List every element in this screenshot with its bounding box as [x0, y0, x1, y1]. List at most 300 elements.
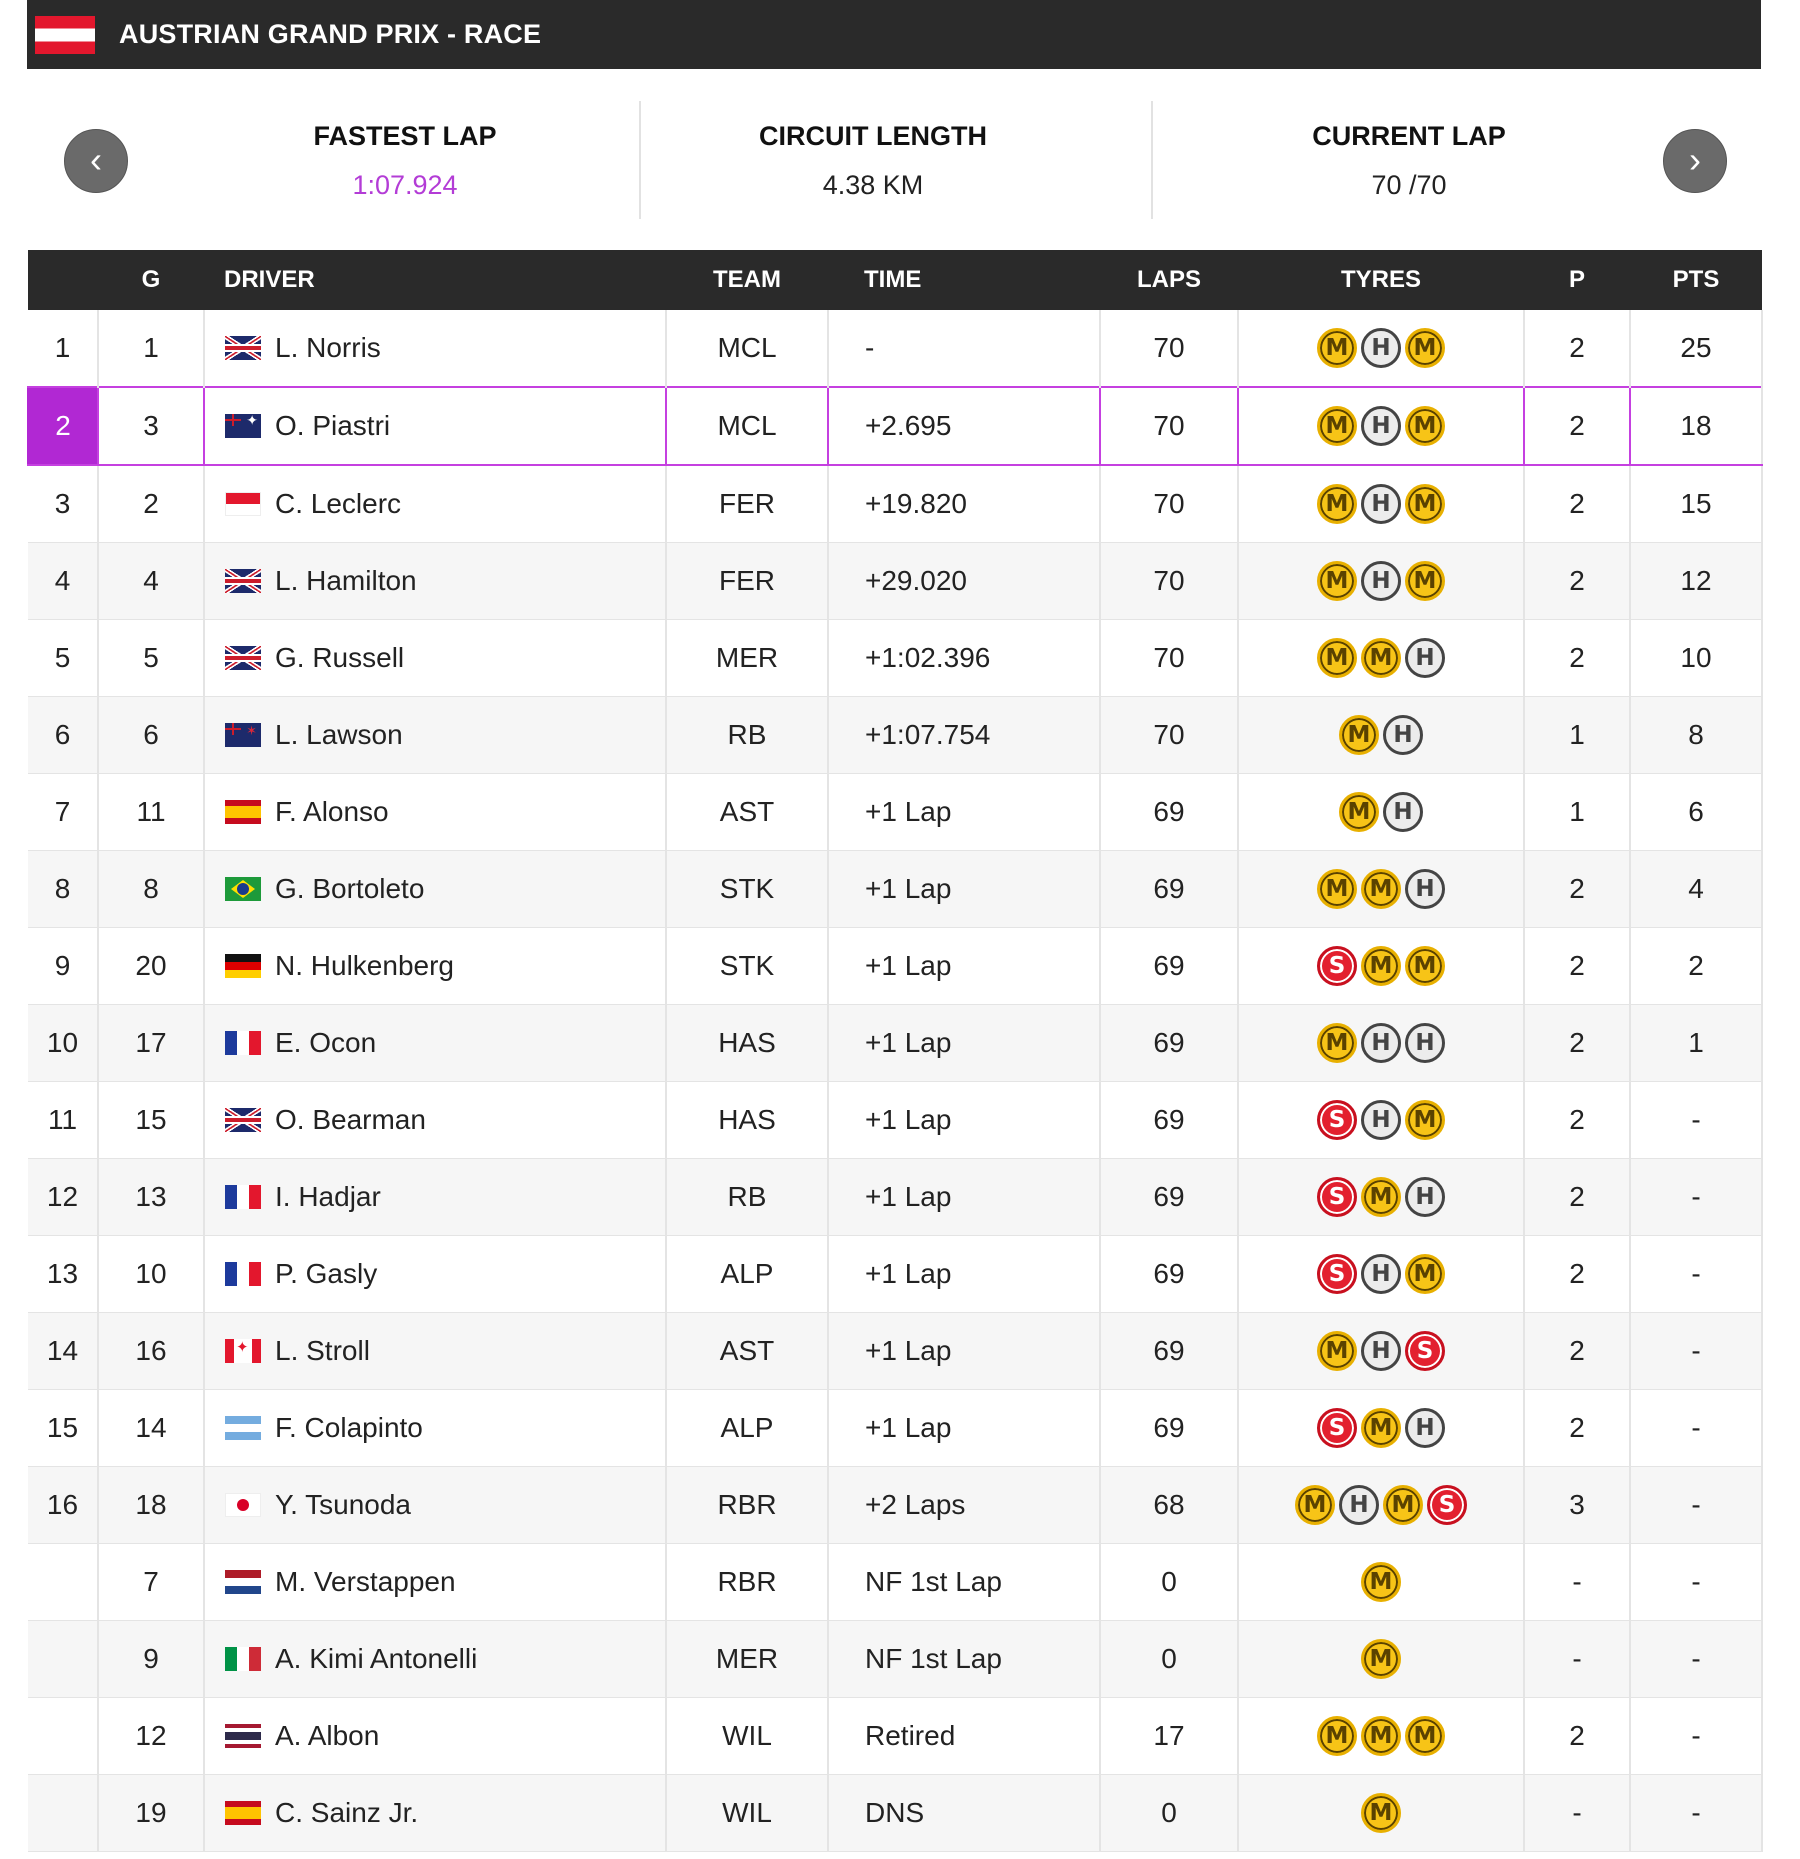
- points-cell: 1: [1630, 1005, 1762, 1082]
- laps-cell: 69: [1100, 1390, 1238, 1467]
- time-cell: +1 Lap: [828, 851, 1100, 928]
- tyre-medium-icon: M: [1383, 1485, 1423, 1525]
- pits-cell: 2: [1524, 620, 1630, 697]
- position-cell: 2: [28, 387, 98, 465]
- time-cell: +1:07.754: [828, 697, 1100, 774]
- circuit-length-label: CIRCUIT LENGTH: [759, 121, 987, 151]
- col-laps: LAPS: [1100, 250, 1238, 310]
- laps-cell: 69: [1100, 774, 1238, 851]
- position-cell: [28, 1775, 98, 1852]
- position-cell: 15: [28, 1390, 98, 1467]
- position-cell: [28, 1544, 98, 1621]
- position-cell: 1: [28, 310, 98, 387]
- position-cell: [28, 1698, 98, 1775]
- austria-flag-icon: [35, 16, 95, 54]
- points-cell: -: [1630, 1390, 1762, 1467]
- driver-cell: [204, 1005, 666, 1082]
- table-row[interactable]: [28, 1082, 1762, 1159]
- tyres-cell: [1238, 774, 1524, 851]
- driver-cell: [204, 697, 666, 774]
- tyres-cell: [1238, 1621, 1524, 1698]
- time-cell: -: [828, 310, 1100, 387]
- tyre-medium-icon: M: [1317, 638, 1357, 678]
- pits-cell: 2: [1524, 1236, 1630, 1313]
- tyre-stints: [1239, 1562, 1523, 1602]
- table-row[interactable]: [28, 1544, 1762, 1621]
- table-row[interactable]: [28, 928, 1762, 1005]
- table-row[interactable]: [28, 851, 1762, 928]
- table-header-row: [28, 250, 1762, 310]
- driver-name[interactable]: L. Lawson: [275, 719, 403, 750]
- driver-wrap: [225, 488, 665, 520]
- time-cell: +1 Lap: [828, 1313, 1100, 1390]
- points-cell: -: [1630, 1159, 1762, 1236]
- es-flag-icon: [225, 800, 261, 824]
- col-team: TEAM: [666, 250, 828, 310]
- laps-cell: 70: [1100, 543, 1238, 620]
- laps-cell: 0: [1100, 1544, 1238, 1621]
- tyre-stints: [1239, 484, 1523, 524]
- current-lap-stat: [1189, 101, 1629, 201]
- time-cell: +29.020: [828, 543, 1100, 620]
- tyre-medium-icon: M: [1405, 328, 1445, 368]
- de-flag-icon: [225, 954, 261, 978]
- laps-cell: 69: [1100, 1082, 1238, 1159]
- team-cell: AST: [666, 774, 828, 851]
- position-cell: 8: [28, 851, 98, 928]
- nz-flag-icon: [225, 723, 261, 747]
- position-cell: 3: [28, 465, 98, 543]
- grid-cell: 6: [98, 697, 204, 774]
- driver-name[interactable]: F. Colapinto: [275, 1412, 423, 1443]
- driver-cell: [204, 1390, 666, 1467]
- grid-cell: 14: [98, 1390, 204, 1467]
- time-cell: NF 1st Lap: [828, 1621, 1100, 1698]
- next-session-button[interactable]: ›: [1663, 129, 1727, 193]
- position-cell: 11: [28, 1082, 98, 1159]
- tyres-cell: [1238, 851, 1524, 928]
- tyre-medium-icon: M: [1361, 1177, 1401, 1217]
- jp-flag-icon: [225, 1493, 261, 1517]
- points-cell: 10: [1630, 620, 1762, 697]
- tyre-medium-icon: M: [1405, 1100, 1445, 1140]
- grid-cell: 16: [98, 1313, 204, 1390]
- tyres-cell: [1238, 697, 1524, 774]
- driver-cell: [204, 1544, 666, 1621]
- tyre-medium-icon: M: [1317, 1023, 1357, 1063]
- tyres-cell: [1238, 387, 1524, 465]
- team-cell: WIL: [666, 1698, 828, 1775]
- grid-cell: 2: [98, 465, 204, 543]
- time-cell: +1:02.396: [828, 620, 1100, 697]
- driver-wrap: [225, 1412, 665, 1444]
- table-row[interactable]: [28, 1313, 1762, 1390]
- tyres-cell: [1238, 1082, 1524, 1159]
- grid-cell: 11: [98, 774, 204, 851]
- table-row[interactable]: [28, 620, 1762, 697]
- tyres-cell: [1238, 1236, 1524, 1313]
- points-cell: -: [1630, 1621, 1762, 1698]
- laps-cell: 70: [1100, 387, 1238, 465]
- driver-name[interactable]: Y. Tsunoda: [275, 1489, 411, 1520]
- table-row[interactable]: [28, 1698, 1762, 1775]
- team-cell: MER: [666, 1621, 828, 1698]
- table-row[interactable]: [28, 543, 1762, 620]
- laps-cell: 69: [1100, 1236, 1238, 1313]
- driver-name[interactable]: E. Ocon: [275, 1027, 377, 1058]
- tyre-stints: [1239, 1177, 1523, 1217]
- points-cell: -: [1630, 1313, 1762, 1390]
- tyre-medium-icon: M: [1405, 946, 1445, 986]
- driver-name[interactable]: I. Hadjar: [275, 1181, 381, 1212]
- col-tyres: TYRES: [1238, 250, 1524, 310]
- tyre-medium-icon: M: [1361, 1716, 1401, 1756]
- tyres-cell: [1238, 310, 1524, 387]
- col-time: TIME: [828, 250, 1100, 310]
- pits-cell: 2: [1524, 1005, 1630, 1082]
- tyres-cell: [1238, 928, 1524, 1005]
- driver-cell: [204, 620, 666, 697]
- team-cell: RB: [666, 697, 828, 774]
- tyre-stints: [1239, 406, 1523, 446]
- tyres-cell: [1238, 543, 1524, 620]
- table-row[interactable]: [28, 774, 1762, 851]
- fr-flag-icon: [225, 1262, 261, 1286]
- tyre-stints: [1239, 561, 1523, 601]
- mc-flag-icon: [225, 492, 261, 516]
- circuit-length-stat: [653, 101, 1093, 201]
- driver-name[interactable]: O. Bearman: [275, 1104, 426, 1135]
- es-flag-icon: [225, 1801, 261, 1825]
- current-lap-value: 70 /70: [1371, 170, 1447, 200]
- tyre-hard-icon: H: [1405, 638, 1445, 678]
- tyres-cell: [1238, 1159, 1524, 1236]
- position-cell: 6: [28, 697, 98, 774]
- tyre-medium-icon: M: [1317, 1331, 1357, 1371]
- tyre-hard-icon: H: [1383, 792, 1423, 832]
- tyre-medium-icon: M: [1405, 1716, 1445, 1756]
- points-cell: -: [1630, 1236, 1762, 1313]
- tyre-stints: [1239, 715, 1523, 755]
- current-lap-label: CURRENT LAP: [1312, 121, 1506, 151]
- tyre-medium-icon: M: [1317, 484, 1357, 524]
- laps-cell: 69: [1100, 928, 1238, 1005]
- team-cell: ALP: [666, 1390, 828, 1467]
- tyre-medium-icon: M: [1361, 1408, 1401, 1448]
- points-cell: 18: [1630, 387, 1762, 465]
- driver-cell: [204, 543, 666, 620]
- ar-flag-icon: [225, 1416, 261, 1440]
- grid-cell: 19: [98, 1775, 204, 1852]
- tyre-soft-icon: S: [1317, 1254, 1357, 1294]
- points-cell: -: [1630, 1775, 1762, 1852]
- table-row[interactable]: [28, 387, 1762, 465]
- driver-wrap: [225, 719, 665, 751]
- time-cell: +1 Lap: [828, 1390, 1100, 1467]
- pits-cell: -: [1524, 1544, 1630, 1621]
- time-cell: +1 Lap: [828, 1159, 1100, 1236]
- tyres-cell: [1238, 1313, 1524, 1390]
- team-cell: MCL: [666, 310, 828, 387]
- tyre-medium-icon: M: [1361, 1793, 1401, 1833]
- ca-flag-icon: [225, 1339, 261, 1363]
- results-body: [28, 310, 1762, 1852]
- driver-name[interactable]: M. Verstappen: [275, 1566, 456, 1597]
- pits-cell: 3: [1524, 1467, 1630, 1544]
- time-cell: +1 Lap: [828, 774, 1100, 851]
- driver-name[interactable]: L. Hamilton: [275, 565, 417, 596]
- fr-flag-icon: [225, 1185, 261, 1209]
- driver-cell: [204, 1159, 666, 1236]
- tyre-stints: [1239, 869, 1523, 909]
- laps-cell: 70: [1100, 465, 1238, 543]
- tyres-cell: [1238, 1775, 1524, 1852]
- table-row[interactable]: [28, 1159, 1762, 1236]
- grid-cell: 10: [98, 1236, 204, 1313]
- team-cell: HAS: [666, 1005, 828, 1082]
- driver-cell: [204, 851, 666, 928]
- br-flag-icon: [225, 877, 261, 901]
- team-cell: RB: [666, 1159, 828, 1236]
- results-table: [27, 250, 1763, 1852]
- grid-cell: 4: [98, 543, 204, 620]
- position-cell: 7: [28, 774, 98, 851]
- points-cell: -: [1630, 1082, 1762, 1159]
- pits-cell: 2: [1524, 1082, 1630, 1159]
- driver-wrap: [225, 565, 665, 597]
- tyre-medium-icon: M: [1361, 869, 1401, 909]
- tyre-stints: [1239, 1716, 1523, 1756]
- driver-wrap: [225, 1720, 665, 1752]
- points-cell: 6: [1630, 774, 1762, 851]
- pits-cell: 2: [1524, 1159, 1630, 1236]
- table-row[interactable]: [28, 697, 1762, 774]
- tyre-stints: [1239, 1254, 1523, 1294]
- team-cell: HAS: [666, 1082, 828, 1159]
- tyre-stints: [1239, 792, 1523, 832]
- tyre-hard-icon: H: [1361, 406, 1401, 446]
- tyre-medium-icon: M: [1405, 1254, 1445, 1294]
- table-row[interactable]: [28, 310, 1762, 387]
- tyre-hard-icon: H: [1339, 1485, 1379, 1525]
- team-cell: STK: [666, 928, 828, 1005]
- driver-cell: [204, 310, 666, 387]
- tyre-stints: [1239, 1331, 1523, 1371]
- tyre-medium-icon: M: [1317, 561, 1357, 601]
- driver-cell: [204, 1698, 666, 1775]
- tyre-medium-icon: M: [1339, 792, 1379, 832]
- tyre-medium-icon: M: [1405, 406, 1445, 446]
- position-cell: 14: [28, 1313, 98, 1390]
- pits-cell: 2: [1524, 1313, 1630, 1390]
- driver-wrap: [225, 1258, 665, 1290]
- time-cell: +1 Lap: [828, 1005, 1100, 1082]
- driver-name[interactable]: A. Kimi Antonelli: [275, 1643, 478, 1674]
- pits-cell: 2: [1524, 851, 1630, 928]
- tyre-hard-icon: H: [1383, 715, 1423, 755]
- driver-name[interactable]: L. Stroll: [275, 1335, 370, 1366]
- it-flag-icon: [225, 1647, 261, 1671]
- grid-cell: 18: [98, 1467, 204, 1544]
- driver-cell: [204, 1621, 666, 1698]
- grid-cell: 12: [98, 1698, 204, 1775]
- grid-cell: 3: [98, 387, 204, 465]
- grid-cell: 1: [98, 310, 204, 387]
- team-cell: RBR: [666, 1544, 828, 1621]
- tyre-medium-icon: M: [1295, 1485, 1335, 1525]
- tyre-medium-icon: M: [1339, 715, 1379, 755]
- points-cell: 25: [1630, 310, 1762, 387]
- tyre-medium-icon: M: [1361, 1562, 1401, 1602]
- driver-wrap: [225, 1027, 665, 1059]
- time-cell: +1 Lap: [828, 1236, 1100, 1313]
- driver-wrap: [225, 1643, 665, 1675]
- tyre-soft-icon: S: [1317, 946, 1357, 986]
- driver-name[interactable]: L. Norris: [275, 332, 381, 363]
- race-results-widget: [27, 0, 1761, 1828]
- gb-flag-icon: [225, 1108, 261, 1132]
- tyre-stints: [1239, 1100, 1523, 1140]
- fastest-lap-label: FASTEST LAP: [313, 121, 497, 151]
- driver-wrap: [225, 1104, 665, 1136]
- tyre-hard-icon: H: [1361, 1100, 1401, 1140]
- pits-cell: -: [1524, 1775, 1630, 1852]
- pits-cell: 2: [1524, 465, 1630, 543]
- driver-wrap: [225, 1181, 665, 1213]
- driver-cell: [204, 387, 666, 465]
- driver-wrap: [225, 642, 665, 674]
- tyre-medium-icon: M: [1405, 561, 1445, 601]
- tyre-medium-icon: M: [1317, 406, 1357, 446]
- tyre-stints: [1239, 1023, 1523, 1063]
- driver-wrap: [225, 1335, 665, 1367]
- driver-wrap: [225, 410, 665, 442]
- position-cell: 13: [28, 1236, 98, 1313]
- tyres-cell: [1238, 620, 1524, 697]
- laps-cell: 69: [1100, 1313, 1238, 1390]
- time-cell: +1 Lap: [828, 1082, 1100, 1159]
- fastest-lap-value: 1:07.924: [352, 170, 458, 200]
- laps-cell: 69: [1100, 1005, 1238, 1082]
- driver-cell: [204, 1313, 666, 1390]
- col-driver: DRIVER: [204, 250, 666, 310]
- driver-name[interactable]: A. Albon: [275, 1720, 380, 1751]
- gb-flag-icon: [225, 336, 261, 360]
- gb-flag-icon: [225, 646, 261, 670]
- header-bar: [27, 0, 1761, 69]
- driver-cell: [204, 1467, 666, 1544]
- points-cell: -: [1630, 1698, 1762, 1775]
- tyre-stints: [1239, 1639, 1523, 1679]
- tyre-hard-icon: H: [1361, 328, 1401, 368]
- tyre-hard-icon: H: [1361, 1254, 1401, 1294]
- divider: [639, 101, 641, 219]
- position-cell: 9: [28, 928, 98, 1005]
- driver-wrap: [225, 796, 665, 828]
- pits-cell: 2: [1524, 928, 1630, 1005]
- time-cell: +1 Lap: [828, 928, 1100, 1005]
- position-cell: [28, 1621, 98, 1698]
- table-row[interactable]: [28, 1775, 1762, 1852]
- tyre-hard-icon: H: [1361, 561, 1401, 601]
- fr-flag-icon: [225, 1031, 261, 1055]
- time-cell: NF 1st Lap: [828, 1544, 1100, 1621]
- grid-cell: 15: [98, 1082, 204, 1159]
- driver-wrap: [225, 873, 665, 905]
- driver-name[interactable]: N. Hulkenberg: [275, 950, 454, 981]
- laps-cell: 68: [1100, 1467, 1238, 1544]
- team-cell: MCL: [666, 387, 828, 465]
- pits-cell: 2: [1524, 387, 1630, 465]
- table-row[interactable]: [28, 1390, 1762, 1467]
- table-row[interactable]: [28, 1005, 1762, 1082]
- driver-name[interactable]: F. Alonso: [275, 796, 389, 827]
- table-row[interactable]: [28, 465, 1762, 543]
- driver-name[interactable]: P. Gasly: [275, 1258, 378, 1289]
- laps-cell: 17: [1100, 1698, 1238, 1775]
- tyre-stints: [1239, 946, 1523, 986]
- pits-cell: 1: [1524, 697, 1630, 774]
- table-row[interactable]: [28, 1621, 1762, 1698]
- tyres-cell: [1238, 1544, 1524, 1621]
- previous-session-button[interactable]: ‹: [64, 129, 128, 193]
- th-flag-icon: [225, 1724, 261, 1748]
- time-cell: +2 Laps: [828, 1467, 1100, 1544]
- tyre-stints: [1239, 1485, 1523, 1525]
- col-pits: P: [1524, 250, 1630, 310]
- tyre-medium-icon: M: [1361, 638, 1401, 678]
- team-cell: WIL: [666, 1775, 828, 1852]
- grid-cell: 5: [98, 620, 204, 697]
- grid-cell: 9: [98, 1621, 204, 1698]
- tyres-cell: [1238, 1698, 1524, 1775]
- grid-cell: 17: [98, 1005, 204, 1082]
- tyre-medium-icon: M: [1317, 328, 1357, 368]
- driver-wrap: [225, 1797, 665, 1829]
- position-cell: 12: [28, 1159, 98, 1236]
- divider: [1151, 101, 1153, 219]
- points-cell: 4: [1630, 851, 1762, 928]
- driver-wrap: [225, 950, 665, 982]
- tyre-hard-icon: H: [1405, 1177, 1445, 1217]
- grid-cell: 13: [98, 1159, 204, 1236]
- tyre-medium-icon: M: [1405, 484, 1445, 524]
- position-cell: 4: [28, 543, 98, 620]
- table-row[interactable]: [28, 1467, 1762, 1544]
- tyre-stints: [1239, 1408, 1523, 1448]
- driver-name[interactable]: C. Leclerc: [275, 488, 402, 519]
- driver-name[interactable]: G. Russell: [275, 642, 405, 673]
- laps-cell: 0: [1100, 1775, 1238, 1852]
- driver-name[interactable]: O. Piastri: [275, 410, 391, 441]
- tyres-cell: [1238, 1005, 1524, 1082]
- time-cell: +2.695: [828, 387, 1100, 465]
- driver-cell: [204, 1236, 666, 1313]
- tyre-medium-icon: M: [1361, 946, 1401, 986]
- driver-name[interactable]: C. Sainz Jr.: [275, 1797, 419, 1828]
- laps-cell: 69: [1100, 1159, 1238, 1236]
- driver-name[interactable]: G. Bortoleto: [275, 873, 425, 904]
- pits-cell: 2: [1524, 1390, 1630, 1467]
- col-grid: G: [98, 250, 204, 310]
- col-position: [28, 250, 98, 310]
- points-cell: 8: [1630, 697, 1762, 774]
- tyre-soft-icon: S: [1317, 1408, 1357, 1448]
- tyre-hard-icon: H: [1361, 1023, 1401, 1063]
- tyre-hard-icon: H: [1405, 869, 1445, 909]
- fastest-lap-stat: [185, 101, 625, 201]
- table-row[interactable]: [28, 1236, 1762, 1313]
